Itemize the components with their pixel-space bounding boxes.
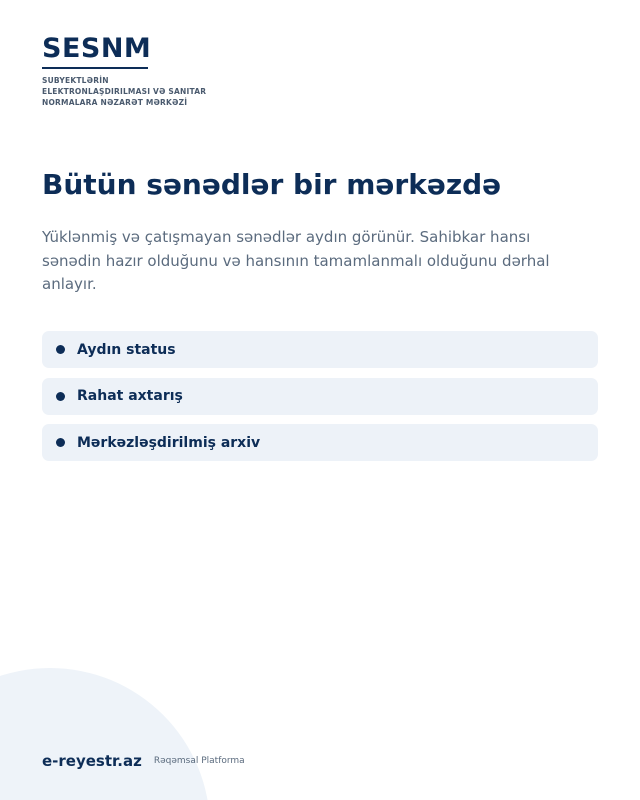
bullet-dot-icon: [56, 345, 65, 354]
logo-text: SESNM: [42, 33, 152, 64]
feature-item-status: [42, 331, 598, 368]
footer: [42, 752, 245, 770]
page-description: Yüklənmiş və çatışmayan sənədlər aydın görünür. Sahibkar hansı sənədin hazır olduğunu və hansının tamamlanmalı olduğunu dərhal anlayır.: [42, 228, 550, 293]
footer-domain: e-reyestr.az: [42, 752, 142, 770]
feature-label: Aydın status: [77, 341, 176, 358]
page-title: Bütün sənədlər bir mərkəzdə: [42, 168, 502, 201]
brand-logo: [42, 34, 206, 108]
feature-item-archive: [42, 424, 598, 461]
logo-subtitle-line: SUBYEKTLƏRİN: [42, 76, 109, 85]
bullet-dot-icon: [56, 438, 65, 447]
feature-label: Rahat axtarış: [77, 388, 183, 404]
logo-subtitle: [42, 75, 206, 108]
feature-list: [42, 331, 598, 471]
logo-subtitle-line: ELEKTRONLAŞDIRILMASI VƏ SANITAR: [42, 87, 207, 96]
logo-underline: [42, 67, 148, 69]
bullet-dot-icon: [56, 392, 65, 401]
footer-tagline: Rəqəmsal Platforma: [153, 756, 245, 766]
decorative-circle: [0, 668, 210, 800]
logo-subtitle-line: NORMALARA NƏZARƏT MƏRKƏZİ: [42, 98, 188, 107]
feature-label: Mərkəzləşdirilmiş arxiv: [77, 434, 261, 451]
feature-item-search: [42, 378, 598, 415]
